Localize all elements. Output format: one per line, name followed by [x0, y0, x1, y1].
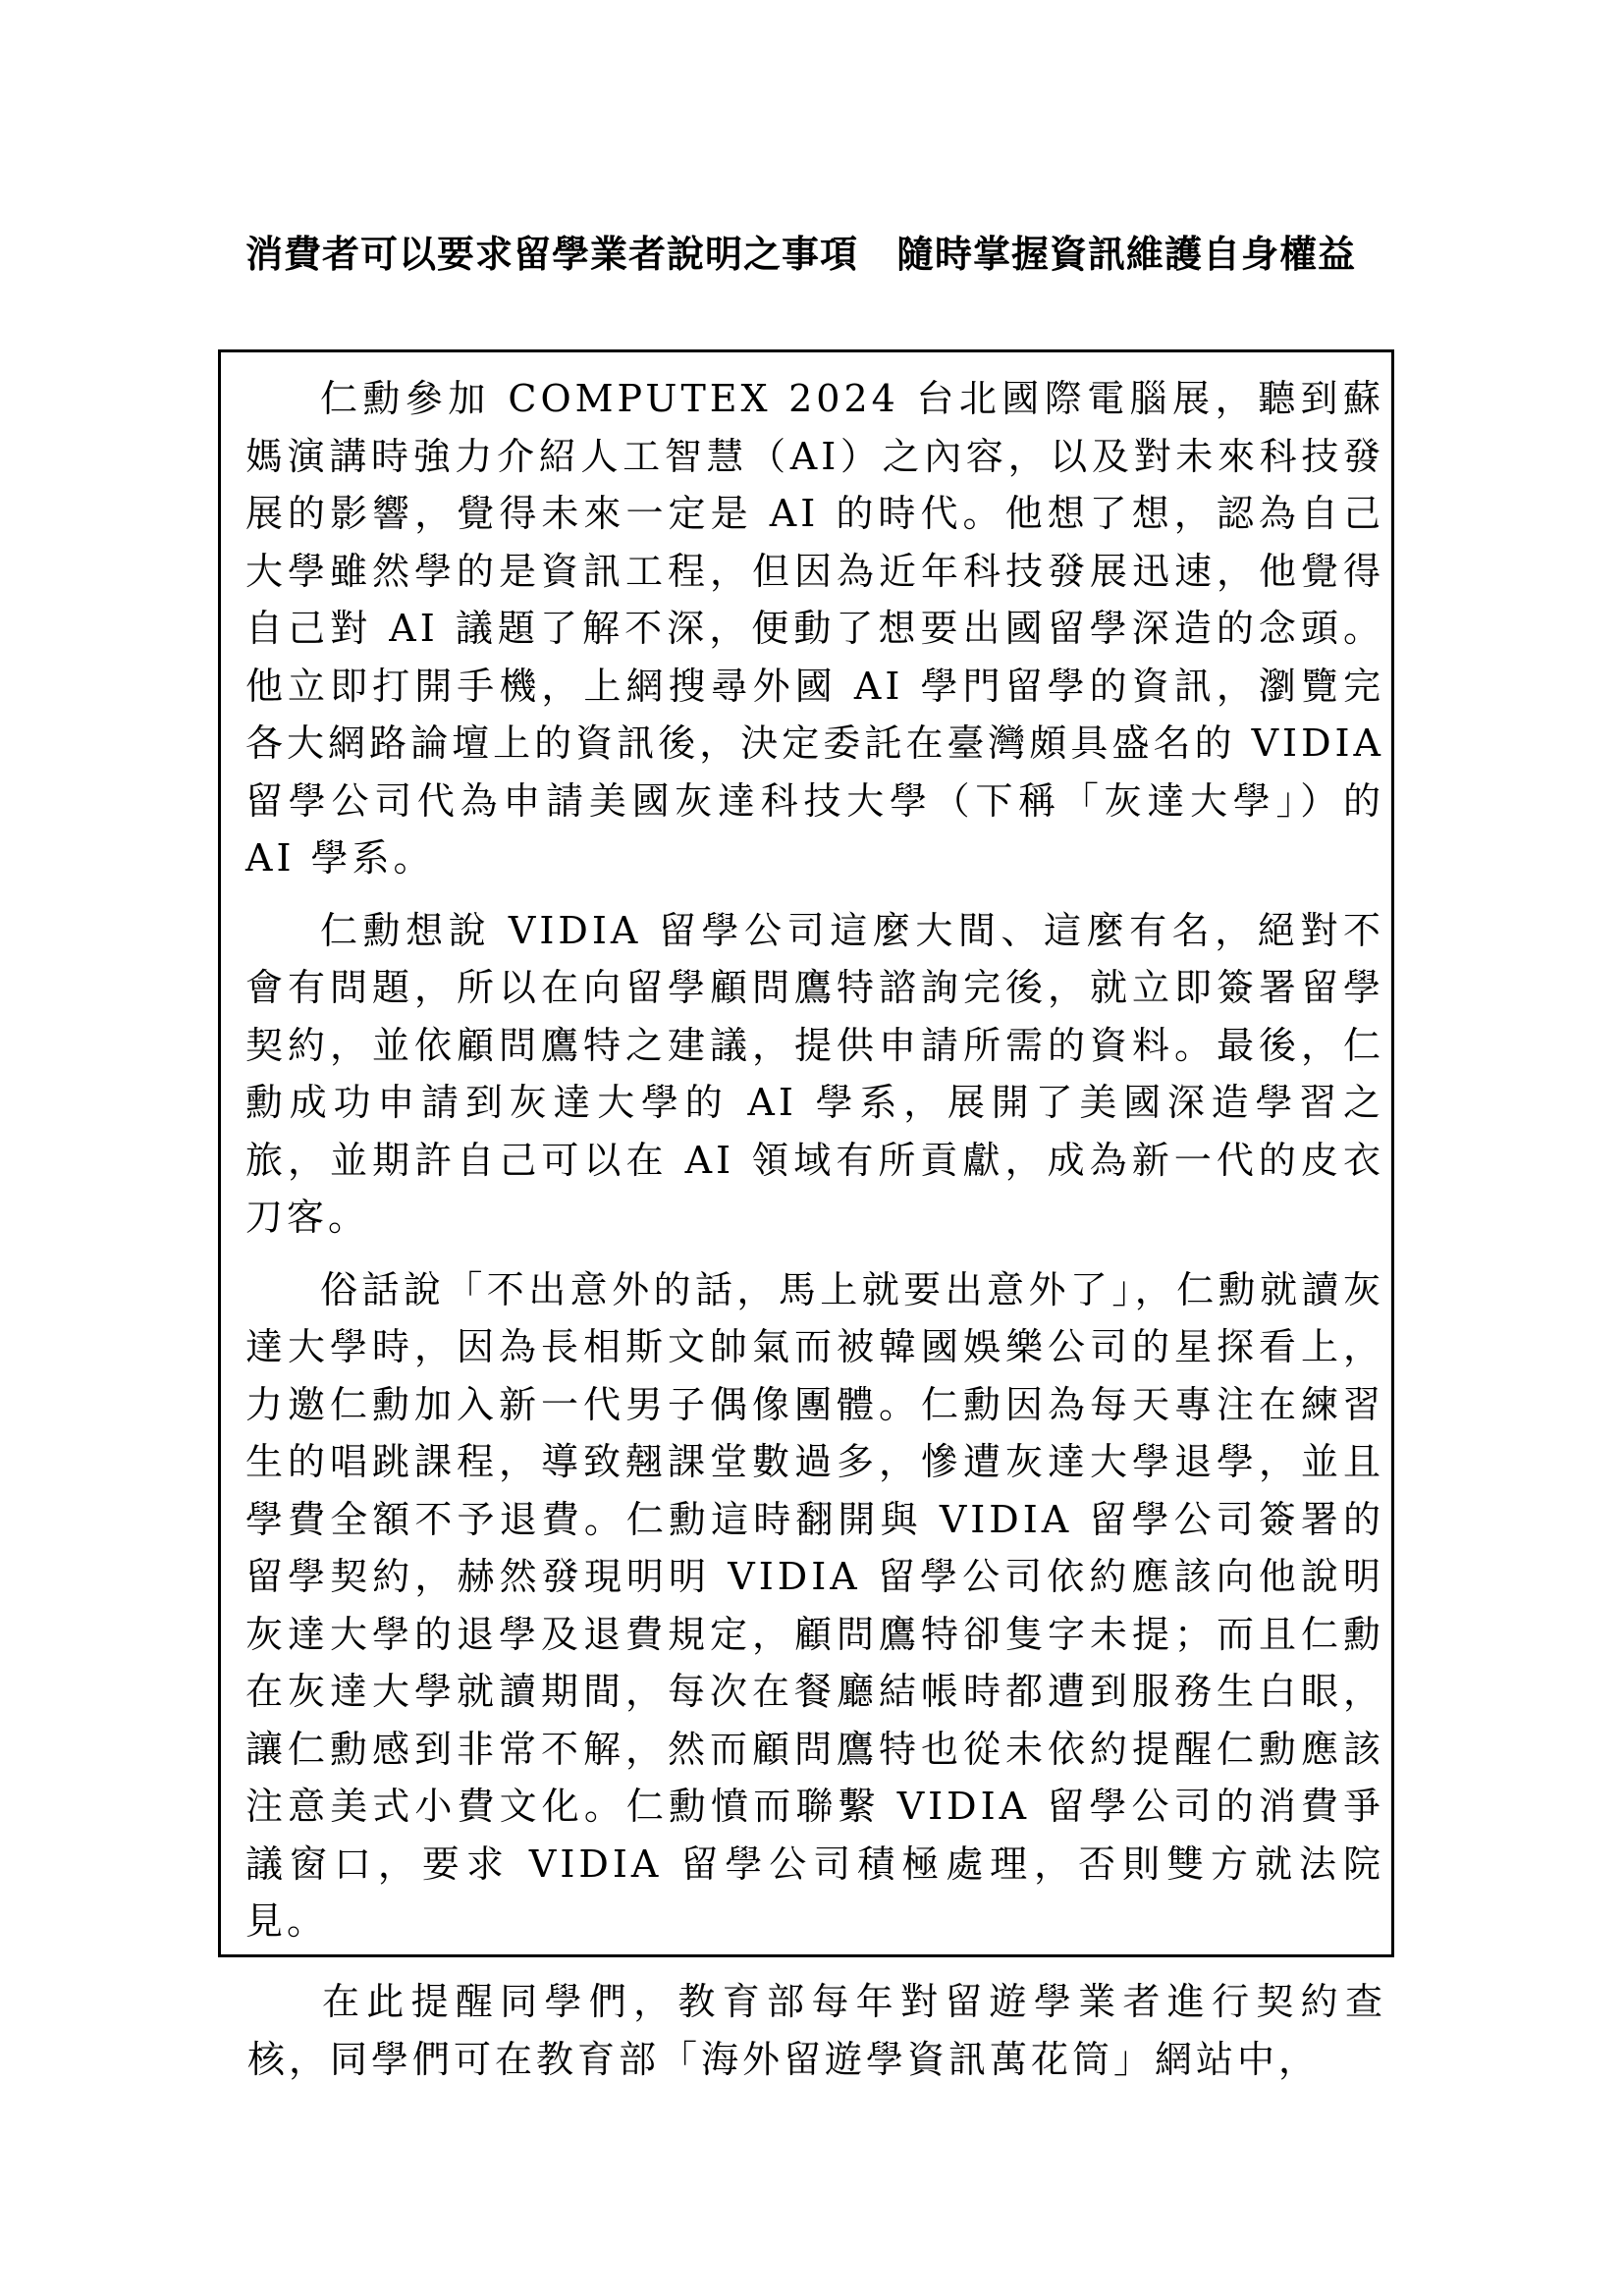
closing-paragraph: 在此提醒同學們，教育部每年對留遊學業者進行契約查核，同學們可在教育部「海外留遊學資訊萬花筒」網站中， [247, 1980, 1386, 2081]
closing-section [247, 1973, 1386, 2088]
page-title: 消費者可以要求留學業者說明之事項 隨時掌握資訊維護自身權益 [245, 233, 1357, 276]
case-story-box [218, 349, 1394, 1957]
case-paragraph-1: 仁勳參加 COMPUTEX 2024 台北國際電腦展，聽到蘇媽演講時強力介紹人工智慧（AI）之內容，以及對未來科技發展的影響，覺得未來一定是 AI 的時代。他想了想，認為自己大學雖然學的是資訊工程，但因為近年科技發展迅速，他覺得自己對 AI 議題了解不深，便動了想要出國留學深造的念頭。他立即打開手機，上網搜尋外國 AI 學門留學的資訊，瀏覽完各大網路論壇上的資訊後，決定委託在臺灣頗具盛名的 VIDIA 留學公司代為申請美國灰達科技大學（下稱「灰達大學」）的 AI 學系。 [245, 377, 1384, 880]
case-story-content [245, 370, 1384, 1950]
case-paragraph-3: 俗話說「不出意外的話，馬上就要出意外了」，仁勳就讀灰達大學時，因為長相斯文帥氣而被韓國娛樂公司的星探看上，力邀仁勳加入新一代男子偶像團體。仁勳因為每天專注在練習生的唱跳課程，導致翹課堂數過多，慘遭灰達大學退學，並且學費全額不予退費。仁勳這時翻開與 VIDIA 留學公司簽署的留學契約，赫然發現明明 VIDIA 留學公司依約應該向他說明灰達大學的退學及退費規定，顧問鷹特卻隻字未提；而且仁勳在灰達大學就讀期間，每次在餐廳結帳時都遭到服務生白眼，讓仁勳感到非常不解，然而顧問鷹特也從未依約提醒仁勳應該注意美式小費文化。仁勳憤而聯繫 VIDIA 留學公司的消費爭議窗口，要求 VIDIA 留學公司積極處理，否則雙方就法院見。 [245, 1267, 1384, 1943]
case-paragraph-2: 仁勳想說 VIDIA 留學公司這麼大間、這麼有名，絕對不會有問題，所以在向留學顧問鷹特諮詢完後，就立即簽署留學契約，並依顧問鷹特之建議，提供申請所需的資料。最後，仁勳成功申請到灰達大學的 AI 學系，展開了美國深造學習之旅，並期許自己可以在 AI 領域有所貢獻，成為新一代的皮衣刀客。 [245, 908, 1384, 1239]
